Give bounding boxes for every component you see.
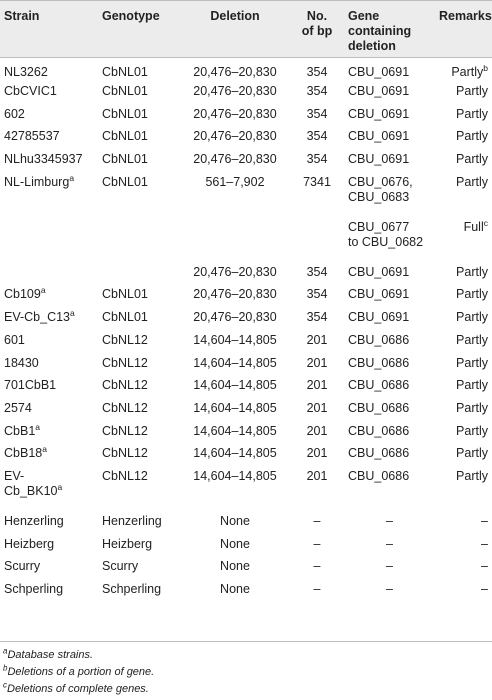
cell-remarks: Partly [456,423,488,438]
cell-remarks: Full$^c$ [463,217,488,234]
cell-remarks: Partly [456,332,488,347]
table-row [0,329,492,352]
cell-bp: 201 [306,355,328,370]
header-genotype: Genotype [102,9,160,23]
cell-bp: 201 [306,400,328,415]
cell-deletion: 14,604–14,805 [193,446,277,461]
cell-deletion: 561–7,902 [205,174,265,189]
cell-gene: CBU_0686 [348,400,410,415]
cell-remarks: Partly [456,106,488,121]
cell-bp: 354 [306,106,328,121]
table-row [0,216,492,261]
cell-remarks: Partly [456,378,488,393]
cell-bp: 201 [306,469,328,484]
cell-remarks: – [481,582,488,597]
cell-gene: CBU_0691 [348,264,410,279]
cell-gene: CBU_0691 [348,129,410,144]
cell-bp: 201 [306,378,328,393]
cell-bp [290,216,344,261]
cell-genotype: CbNL01 [102,287,148,302]
cell-gene: – [386,513,393,528]
cell-deletion: 20,476–20,830 [193,84,277,99]
cell-strain: CbB1$^a$ [4,421,41,438]
cell-genotype: CbNL12 [102,469,148,484]
cell-gene: CBU_0691 [348,106,410,121]
cell-deletion: 14,604–14,805 [193,400,277,415]
cell-strain: Heizberg [4,536,55,551]
cell-strain: 18430 [4,355,39,370]
cell-remarks: Partly [456,174,488,189]
table-row [0,103,492,126]
cell-strain: Schperling [4,582,64,597]
table-row [0,171,492,216]
bottom-rule [0,641,492,642]
cell-remarks: Partly$^b$ [451,62,488,79]
table-row [0,58,492,81]
cell-bp: 354 [306,129,328,144]
header-deletion: Deletion [210,9,260,23]
cell-strain: 2574 [4,400,32,415]
cell-genotype: Schperling [102,582,162,597]
table-row [0,420,492,443]
cell-deletion: None [220,582,250,597]
cell-remarks: Partly [456,264,488,279]
table-row [0,533,492,556]
cell-bp: 354 [306,310,328,325]
cell-deletion [180,216,290,261]
cell-bp: 7341 [303,174,331,189]
cell-strain: Scurry [4,559,41,574]
cell-gene: – [386,582,393,597]
cell-bp: 201 [306,332,328,347]
cell-gene: CBU_0686 [348,423,410,438]
cell-strain: Henzerling [4,513,64,528]
cell-gene: CBU_0686 [348,446,410,461]
cell-genotype [98,216,180,261]
cell-gene: CBU_0686 [348,469,410,484]
table-row [0,465,492,510]
footnote: $^c$Deletions of complete genes. [3,680,149,695]
cell-deletion: 14,604–14,805 [193,423,277,438]
cell-deletion: None [220,559,250,574]
cell-bp: 354 [306,287,328,302]
cell-bp: – [313,536,321,551]
footnotes [3,647,154,698]
cell-bp: – [313,513,321,528]
cell-strain: 601 [4,332,25,347]
cell-remarks: – [481,513,488,528]
table-row [0,126,492,149]
cell-deletion: 20,476–20,830 [193,310,277,325]
cell-genotype: CbNL12 [102,355,148,370]
cell-genotype: CbNL01 [102,106,148,121]
cell-remarks: Partly [456,446,488,461]
table-header [0,1,492,58]
cell-bp: 201 [306,446,328,461]
cell-genotype: Heizberg [102,536,153,551]
cell-bp: 201 [306,423,328,438]
cell-strain: NL-Limburg$^a$ [4,172,75,189]
footnote: $^a$Database strains. [3,646,94,661]
cell-gene: – [386,536,393,551]
table-row [0,578,492,601]
cell-strain: 42785537 [4,129,60,144]
cell-strain: CbB18$^a$ [4,444,47,461]
header-remarks: Remarks [439,9,492,23]
cell-gene: – [386,559,393,574]
cell-gene: CBU_0677 to CBU_0682 [348,219,424,249]
footnote: $^b$Deletions of a portion of gene. [3,663,155,678]
cell-deletion: 20,476–20,830 [193,264,277,279]
cell-gene: CBU_0691 [348,152,410,167]
table-row [0,442,492,465]
table-row [0,397,492,420]
cell-gene: CBU_0676, CBU_0683 [348,174,413,204]
cell-gene: CBU_0686 [348,378,410,393]
cell-gene: CBU_0691 [348,64,410,79]
cell-strain: EV-Cb_C13$^a$ [4,308,75,325]
cell-gene: CBU_0686 [348,332,410,347]
cell-genotype: CbNL12 [102,332,148,347]
cell-bp: – [313,582,321,597]
table-row [0,148,492,171]
cell-strain [0,216,98,261]
cell-strain: NL3262 [4,64,48,79]
cell-remarks: Partly [456,310,488,325]
cell-remarks: Partly [456,355,488,370]
cell-strain [0,261,98,284]
cell-remarks: Partly [456,287,488,302]
cell-strain: CbCVIC1 [4,84,57,99]
cell-gene: CBU_0691 [348,310,410,325]
cell-gene: CBU_0691 [348,287,410,302]
cell-gene: CBU_0686 [348,355,410,370]
cell-remarks: – [481,536,488,551]
cell-deletion: 14,604–14,805 [193,355,277,370]
cell-genotype: CbNL01 [102,84,148,99]
cell-deletion: 14,604–14,805 [193,378,277,393]
header-gene: Gene containing deletion [348,9,412,53]
cell-deletion: 20,476–20,830 [193,106,277,121]
cell-strain: Cb109$^a$ [4,285,46,302]
cell-genotype: CbNL12 [102,423,148,438]
cell-deletion: None [220,536,250,551]
table-row [0,352,492,375]
cell-genotype: CbNL12 [102,446,148,461]
cell-bp: – [313,559,321,574]
cell-remarks: – [481,559,488,574]
cell-genotype: CbNL01 [102,174,148,189]
cell-gene: CBU_0691 [348,84,410,99]
cell-strain: EV- Cb_BK10$^a$ [4,469,63,499]
cell-remarks: Partly [456,152,488,167]
cell-bp: 354 [306,64,328,79]
cell-genotype: CbNL01 [102,129,148,144]
cell-deletion: 14,604–14,805 [193,469,277,484]
table-row [0,80,492,103]
table-row [0,261,492,284]
cell-genotype: CbNL01 [102,64,148,79]
cell-deletion: 20,476–20,830 [193,64,277,79]
header-bp: No. of bp [301,9,333,38]
cell-strain: 602 [4,106,25,121]
table-row [0,374,492,397]
cell-deletion: 20,476–20,830 [193,287,277,302]
cell-genotype: Scurry [102,559,139,574]
cell-remarks: Partly [456,469,488,484]
cell-deletion: 20,476–20,830 [193,129,277,144]
cell-strain: NLhu3345937 [4,152,83,167]
cell-bp: 354 [306,264,328,279]
cell-genotype: CbNL12 [102,400,148,415]
cell-remarks: Partly [456,84,488,99]
cell-genotype: Henzerling [102,513,162,528]
cell-genotype: CbNL01 [102,310,148,325]
cell-genotype [98,261,180,284]
cell-strain: 701CbB1 [4,378,57,393]
cell-remarks: Partly [456,400,488,415]
table-row [0,306,492,329]
cell-genotype: CbNL12 [102,378,148,393]
cell-deletion: None [220,513,250,528]
cell-deletion: 20,476–20,830 [193,152,277,167]
table-row [0,510,492,533]
header-strain: Strain [4,9,40,23]
cell-bp: 354 [306,84,328,99]
table-row [0,284,492,307]
cell-genotype: CbNL01 [102,152,148,167]
table-body [0,58,492,601]
table-row [0,556,492,579]
cell-bp: 354 [306,152,328,167]
cell-remarks: Partly [456,129,488,144]
cell-deletion: 14,604–14,805 [193,332,277,347]
